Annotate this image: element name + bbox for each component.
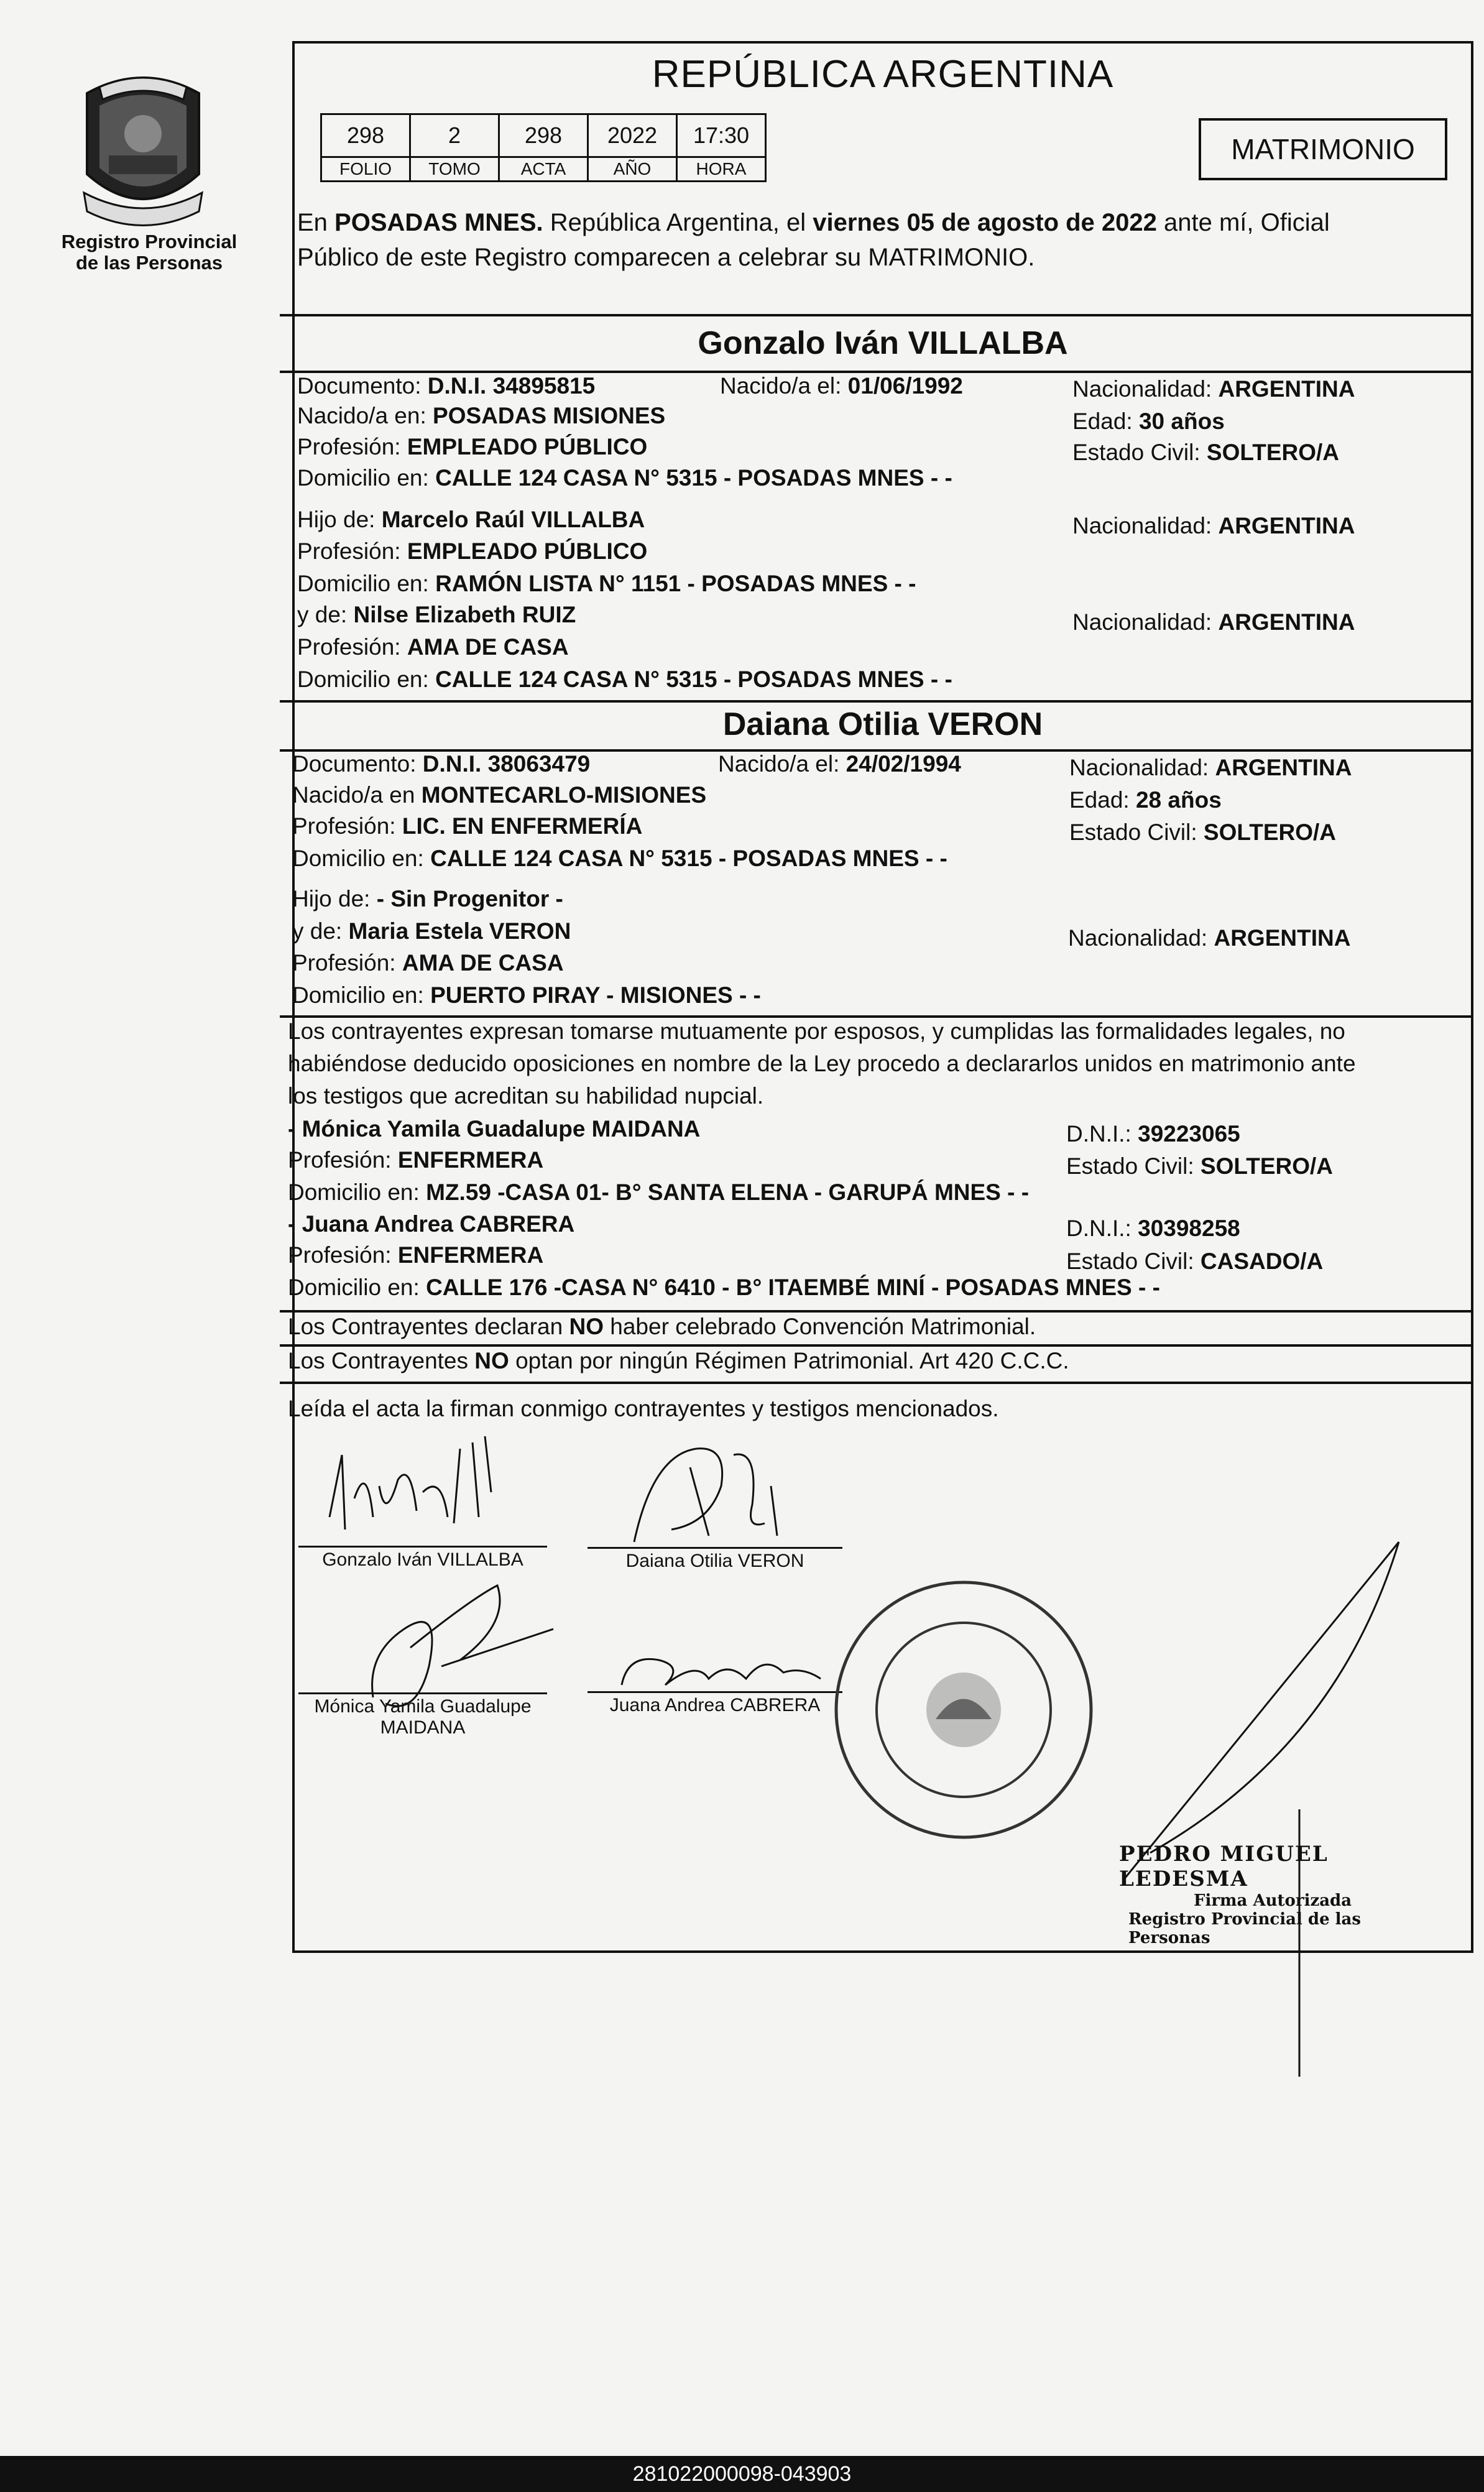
- witness2-civil-status: Estado Civil: CASADO/A: [1066, 1248, 1324, 1274]
- groom-signature: [317, 1424, 541, 1548]
- bride-mother-profession: Profesión: AMA DE CASA: [292, 950, 564, 976]
- bride-signature-label: Daiana Otilia VERON: [625, 1551, 804, 1571]
- declaration-line2: habiéndose deducido oposiciones en nombre de la Ley procedo a declararlos unidos en matrimonio ante: [288, 1051, 1356, 1076]
- bride-mother-nationality: Nacionalidad: ARGENTINA: [1068, 925, 1351, 951]
- bride-mother: y de: Maria Estela VERON: [292, 918, 571, 944]
- bride-signature: [615, 1430, 814, 1554]
- footer-barcode-text: 281022000098-043903: [0, 2456, 1484, 2492]
- groom-signature-line: [298, 1546, 547, 1548]
- bride-mother-address: Domicilio en: PUERTO PIRAY - MISIONES - -: [292, 982, 761, 1008]
- anio-label: AÑO: [588, 157, 677, 182]
- closing-statement: Leída el acta la firman conmigo contrayentes y testigos mencionados.: [288, 1396, 999, 1421]
- patrimonial-regime-statement: Los Contrayentes NO optan por ningún Régimen Patrimonial. Art 420 C.C.C.: [288, 1348, 1069, 1373]
- witness1-profession: Profesión: ENFERMERA: [288, 1147, 544, 1173]
- groom-age: Edad: 30 años: [1072, 408, 1225, 434]
- convention-statement: Los Contrayentes declaran NO haber celebrado Convención Matrimonial.: [288, 1314, 1036, 1339]
- witness1-address: Domicilio en: MZ.59 -CASA 01- B° SANTA ELENA - GARUPÁ MNES - -: [288, 1179, 1030, 1205]
- bride-nationality: Nacionalidad: ARGENTINA: [1069, 755, 1352, 780]
- country-title: REPÚBLICA ARGENTINA: [652, 53, 1114, 96]
- groom-father: Hijo de: Marcelo Raúl VILLALBA: [297, 507, 645, 532]
- hora-value: 17:30: [677, 114, 766, 157]
- declaration-line1: Los contrayentes expresan tomarse mutuamente por esposos, y cumplidas las formalidades legales, no: [288, 1018, 1345, 1044]
- official-round-stamp: [827, 1573, 1100, 1850]
- anio-value: 2022: [588, 114, 677, 157]
- bride-signature-line: [588, 1547, 842, 1549]
- groom-name-heading: Gonzalo Iván VILLALBA: [698, 325, 1068, 361]
- divider: [280, 1382, 1473, 1384]
- divider: [280, 700, 1473, 703]
- witness1-civil-status: Estado Civil: SOLTERO/A: [1066, 1153, 1334, 1179]
- witness2-name: - Juana Andrea CABRERA: [288, 1211, 575, 1237]
- groom-mother-address: Domicilio en: CALLE 124 CASA N° 5315 - POSADAS MNES - -: [297, 667, 952, 692]
- intro-paragraph: En POSADAS MNES. República Argentina, el viernes 05 de agosto de 2022 ante mí, Oficial Público de este Registro comparecen a celebrar su MATRIMONIO.: [297, 209, 1330, 271]
- officer-signature: [1113, 1530, 1436, 2089]
- divider: [280, 1344, 1473, 1347]
- witness1-signature-label: Mónica Yamila Guadalupe MAIDANA: [314, 1696, 532, 1738]
- witness2-profession: Profesión: ENFERMERA: [288, 1242, 544, 1268]
- groom-birth-date: Nacido/a el: 01/06/1992: [720, 373, 963, 399]
- acta-label: ACTA: [499, 157, 588, 182]
- witness2-signature-line: [588, 1691, 842, 1693]
- declaration-line3: los testigos que acreditan su habilidad nupcial.: [288, 1083, 764, 1109]
- folio-value: 298: [321, 114, 410, 157]
- witness1-name: - Mónica Yamila Guadalupe MAIDANA: [288, 1116, 701, 1142]
- groom-profession: Profesión: EMPLEADO PÚBLICO: [297, 434, 648, 459]
- witness1-dni: D.N.I.: 39223065: [1066, 1121, 1240, 1147]
- witness2-signature-label: Juana Andrea CABRERA: [609, 1695, 821, 1715]
- bride-father: Hijo de: - Sin Progenitor -: [292, 886, 563, 911]
- bride-address: Domicilio en: CALLE 124 CASA N° 5315 - POSADAS MNES - -: [292, 846, 947, 871]
- registry-table: [320, 113, 767, 182]
- groom-birth-place: Nacido/a en: POSADAS MISIONES: [297, 403, 666, 428]
- act-type-box: MATRIMONIO: [1199, 118, 1447, 180]
- groom-father-address: Domicilio en: RAMÓN LISTA N° 1151 - POSADAS MNES - -: [297, 571, 916, 596]
- province-seal-logo: [75, 68, 211, 230]
- groom-mother-nationality: Nacionalidad: ARGENTINA: [1072, 609, 1355, 635]
- divider: [280, 1310, 1473, 1313]
- acta-value: 298: [499, 114, 588, 157]
- witness2-signature: [609, 1641, 833, 1704]
- groom-civil-status: Estado Civil: SOLTERO/A: [1072, 440, 1340, 465]
- groom-document: Documento: D.N.I. 34895815: [297, 373, 596, 399]
- bride-name-heading: Daiana Otilia VERON: [722, 706, 1043, 742]
- witness2-address: Domicilio en: CALLE 176 -CASA N° 6410 - B° ITAEMBÉ MINÍ - POSADAS MNES - -: [288, 1275, 1160, 1300]
- groom-mother: y de: Nilse Elizabeth RUIZ: [297, 602, 576, 627]
- officer-stamp: PEDRO MIGUEL LEDESMA Firma Autorizada Registro Provincial de las Personas: [1119, 1842, 1362, 1947]
- bride-birth-date: Nacido/a el: 24/02/1994: [718, 751, 961, 777]
- divider: [280, 314, 1473, 316]
- groom-mother-profession: Profesión: AMA DE CASA: [297, 634, 569, 660]
- logo-caption: Registro Provincial de las Personas: [61, 231, 237, 274]
- bride-civil-status: Estado Civil: SOLTERO/A: [1069, 819, 1337, 845]
- groom-signature-label: Gonzalo Iván VILLALBA: [322, 1549, 523, 1570]
- bride-document: Documento: D.N.I. 38063479: [292, 751, 591, 777]
- groom-address: Domicilio en: CALLE 124 CASA N° 5315 - POSADAS MNES - -: [297, 465, 952, 491]
- bride-birth-place: Nacido/a en MONTECARLO-MISIONES: [292, 782, 707, 808]
- groom-nationality: Nacionalidad: ARGENTINA: [1072, 376, 1355, 402]
- folio-label: FOLIO: [321, 157, 410, 182]
- tomo-value: 2: [410, 114, 499, 157]
- bride-profession: Profesión: LIC. EN ENFERMERÍA: [292, 813, 643, 839]
- hora-label: HORA: [677, 157, 766, 182]
- witness1-signature-line: [298, 1692, 547, 1694]
- divider: [280, 1015, 1473, 1018]
- groom-father-nationality: Nacionalidad: ARGENTINA: [1072, 513, 1355, 538]
- bride-age: Edad: 28 años: [1069, 787, 1222, 813]
- tomo-label: TOMO: [410, 157, 499, 182]
- witness2-dni: D.N.I.: 30398258: [1066, 1216, 1240, 1241]
- groom-father-profession: Profesión: EMPLEADO PÚBLICO: [297, 538, 648, 564]
